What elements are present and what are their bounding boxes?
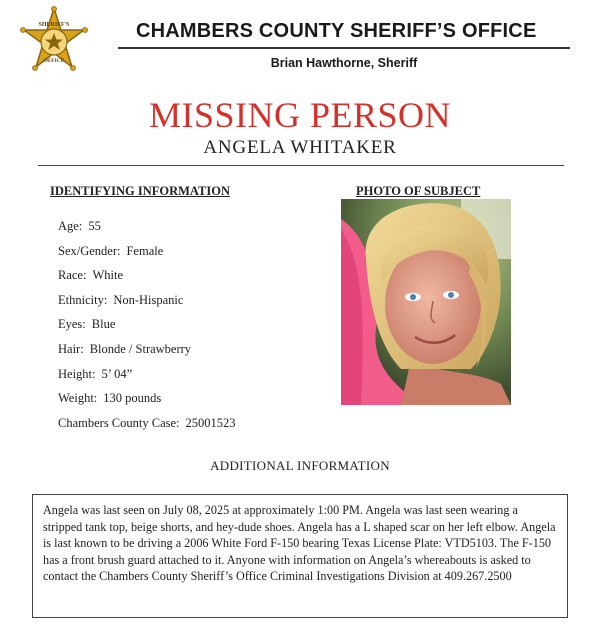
subject-name: ANGELA WHITAKER bbox=[203, 137, 397, 158]
field-label: Age: bbox=[58, 219, 83, 233]
field-label: Eyes: bbox=[58, 317, 86, 332]
field-value: 5’ 04” bbox=[101, 366, 133, 381]
subject-photo bbox=[341, 199, 511, 405]
field-label: Chambers County Case: bbox=[58, 415, 180, 430]
identifying-info-list bbox=[58, 218, 328, 439]
additional-info-text: Angela was last seen on July 08, 2025 at approximately 1:00 PM. Angela was last seen wearing a stripped tank top, beige shorts, and hey-dude shoes. Angela has a L shaped scar on her left elbow. Angela is last known to be driving a 2006 White Ford F-150 bearing Texas License Plate: VTD5103. The F-150 has a front brush guard attached to it. Anyone with information on Angela’s whereabouts is asked to contact the Chambers County Sheriff’s Office Criminal Investigations Division at 409.267.2500 bbox=[32, 494, 568, 618]
field-race bbox=[58, 267, 328, 292]
field-label: Weight: bbox=[58, 391, 98, 406]
field-value: Non-Hispanic bbox=[113, 292, 184, 307]
sheriff-name: Brian Hawthorne, Sheriff bbox=[270, 56, 418, 70]
svg-text:OFFICE: OFFICE bbox=[43, 58, 65, 64]
field-label: Height: bbox=[58, 366, 96, 381]
sheriff-badge-logo bbox=[18, 6, 90, 78]
field-sex-gender bbox=[58, 243, 328, 268]
header-divider bbox=[118, 47, 570, 49]
field-height bbox=[58, 366, 328, 391]
field-case-number bbox=[58, 415, 328, 440]
identifying-info-heading: IDENTIFYING INFORMATION bbox=[50, 184, 230, 198]
field-hair bbox=[58, 341, 328, 366]
field-age bbox=[58, 218, 328, 243]
field-label: Hair: bbox=[58, 341, 84, 356]
field-label: Sex/Gender: bbox=[58, 243, 121, 258]
field-value: 55 bbox=[88, 219, 101, 233]
field-ethnicity bbox=[58, 292, 328, 317]
agency-name: CHAMBERS COUNTY SHERIFF’S OFFICE bbox=[136, 20, 537, 42]
field-value: 130 pounds bbox=[103, 391, 162, 406]
photo-heading: PHOTO OF SUBJECT bbox=[356, 184, 481, 198]
field-weight bbox=[58, 390, 328, 415]
field-value: White bbox=[92, 268, 124, 283]
field-value: Blue bbox=[91, 317, 116, 332]
field-value: Female bbox=[126, 243, 164, 258]
page-title: MISSING PERSON bbox=[148, 95, 452, 135]
field-label: Race: bbox=[58, 268, 87, 283]
field-value: 25001523 bbox=[185, 415, 236, 430]
field-label: Ethnicity: bbox=[58, 292, 108, 307]
svg-text:SHERIFF'S: SHERIFF'S bbox=[38, 22, 70, 28]
field-value: Blonde / Strawberry bbox=[89, 341, 192, 356]
additional-info-heading: ADDITIONAL INFORMATION bbox=[210, 458, 390, 473]
title-divider bbox=[38, 165, 564, 166]
field-eyes bbox=[58, 316, 328, 341]
